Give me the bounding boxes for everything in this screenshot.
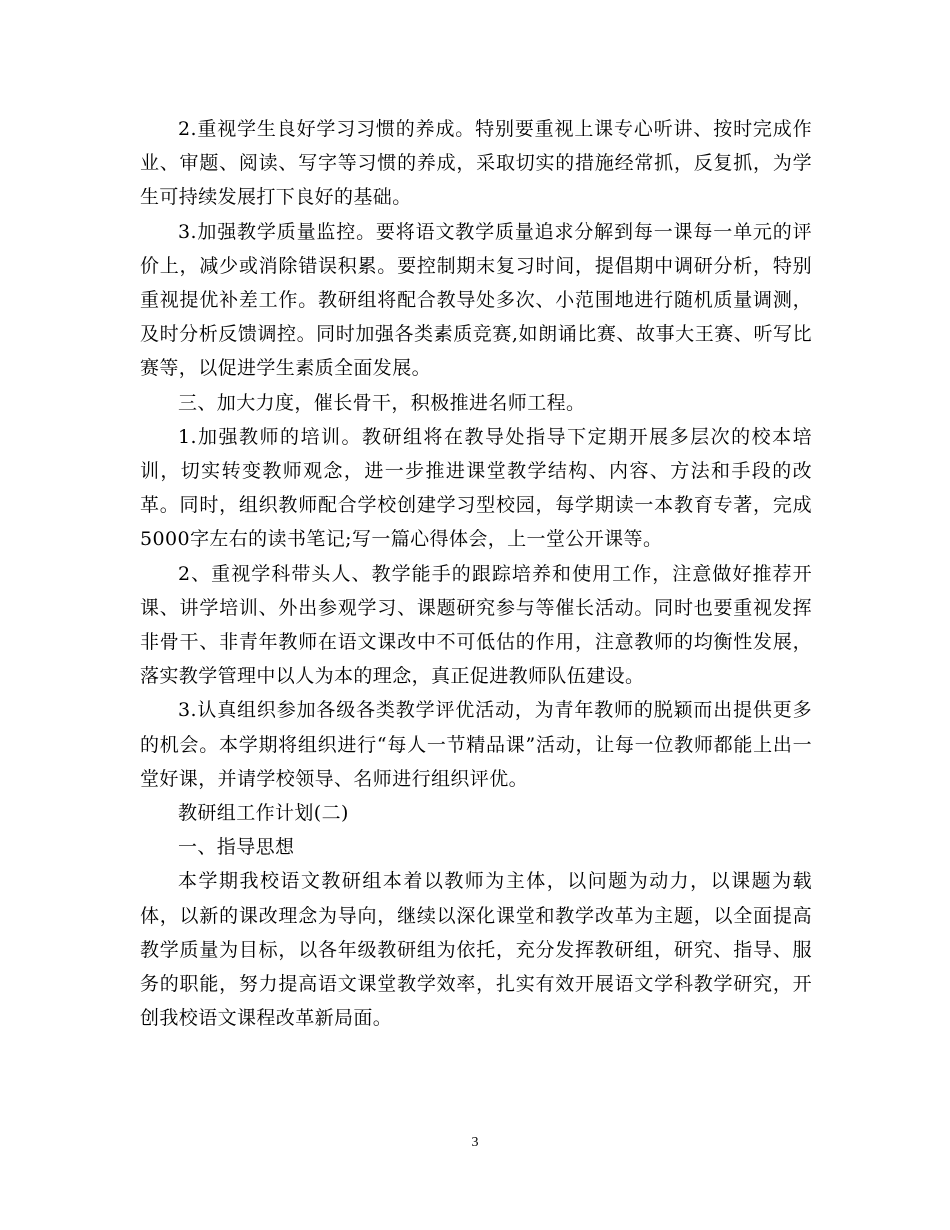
paragraph-leader-cultivation: 2、重视学科带头人、教学能手的跟踪培养和使用工作，注意做好推荐开课、讲学培训、外出参观学习、课题研究参与等催长活动。同时也要重视发挥非骨干、非青年教师在语文课改中不可低估的作用，注意教师的均衡性发展，落实教学管理中以人为本的理念，真正促进教师队伍建设。 xyxy=(140,562,812,688)
page-number: 3 xyxy=(471,1135,479,1150)
section-heading-backbone: 三、加大力度，催长骨干，积极推进名师工程。 xyxy=(178,391,586,414)
paragraph-teacher-training: 1.加强教师的培训。教研组将在教导处指导下定期开展多层次的校本培训，切实转变教师观念，进一步推进课堂教学结构、内容、方法和手段的改革。同时，组织教师配合学校创建学习型校园，每学期读一本教育专著，完成5000字左右的读书笔记;写一篇心得体会，上一堂公开课等。 xyxy=(140,425,812,551)
paragraph-quality-monitoring: 3.加强教学质量监控。要将语文教学质量追求分解到每一课每一单元的评价上，减少或消除错误积累。要控制期末复习时间，提倡期中调研分析，特别重视提优补差工作。教研组将配合教导处多次、小范围地进行随机质量调测，及时分析反馈调控。同时加强各类素质竞赛,如朗诵比赛、故事大王赛、听写比赛等，以促进学生素质全面发展。 xyxy=(140,220,812,380)
paragraph-habits: 2.重视学生良好学习习惯的养成。特别要重视上课专心听讲、按时完成作业、审题、阅读、写字等习惯的养成，采取切实的措施经常抓，反复抓，为学生可持续发展打下良好的基础。 xyxy=(140,118,812,209)
document-subtitle: 教研组工作计划(二) xyxy=(178,802,349,825)
document-body xyxy=(140,112,812,1035)
paragraph-guiding-ideology: 本学期我校语文教研组本着以教师为主体，以问题为动力，以课题为载体，以新的课改理念为导向，继续以深化课堂和教学改革为主题，以全面提高教学质量为目标，以各年级教研组为依托，充分发挥教研组，研究、指导、服务的职能，努力提高语文课堂教学效率，扎实有效开展语文学科教学研究，开创我校语文课程改革新局面。 xyxy=(140,870,812,1030)
section-heading-guiding-ideology: 一、指导思想 xyxy=(178,836,295,859)
paragraph-evaluation-activities: 3.认真组织参加各级各类教学评优活动，为青年教师的脱颖而出提供更多的机会。本学期将组织进行“每人一节精品课”活动，让每一位教师都能上出一堂好课，并请学校领导、名师进行组织评优。 xyxy=(140,699,812,790)
